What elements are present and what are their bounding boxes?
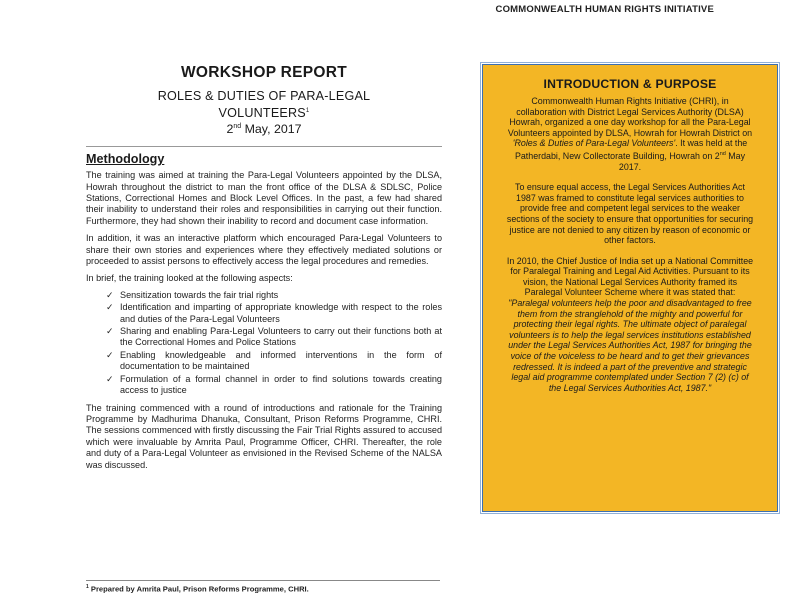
checkmark-icon: ✓	[106, 326, 114, 337]
introduction-heading: INTRODUCTION & PURPOSE	[543, 77, 717, 91]
introduction-paragraph-1	[505, 96, 755, 172]
list-item	[106, 350, 442, 373]
footnote-mark: 1	[86, 584, 89, 590]
introduction-purpose-box	[482, 64, 778, 512]
list-item-text: Sharing and enabling Para-Legal Volunteers to carry out their functions both at the Correctional Homes and Police Stations	[120, 326, 442, 348]
footnote-text: Prepared by Amrita Paul, Prison Reforms Programme, CHRI.	[88, 584, 309, 594]
date-suffix: nd	[233, 123, 242, 131]
checkmark-icon: ✓	[106, 349, 114, 360]
intro-text-c: May 2017.	[618, 150, 746, 172]
methodology-paragraph-4: The training commenced with a round of introductions and rationale for the Training Programme by Madhurima Dhanuka, Consultant, Prison Reforms Programme, CHRI. The sessions commenced with firstly discussing the Fair Trial Rights assured to accused which were invaluable by Amrita Paul, Programme Officer, CHRI. Thereafter, the role and duty of a Para-Legal Volunteer as envisioned in the Revised Scheme of the NALSA was discussed.	[86, 402, 442, 470]
list-item	[106, 302, 442, 325]
report-title: WORKSHOP REPORT	[180, 64, 348, 81]
methodology-paragraph-1: The training was aimed at training the Para-Legal Volunteers appointed by the DLSA, Howrah throughout the district to man the front office of the DLSA & SDLSC, Police Stations, Correctional Homes and Block Level Offices. In the past, a few had shared their inability to understand their roles and responsibilities in carrying out their function. Furthermore, they had shown their inability to record and document case information.	[86, 170, 442, 226]
report-main-column	[86, 64, 442, 471]
list-item-text: Formulation of a formal channel in order to find solutions towards creating access to justice	[120, 373, 442, 396]
list-item-text: Enabling knowledgeable and informed interventions in the form of documentation to be maintained	[120, 349, 442, 372]
checkmark-icon: ✓	[106, 302, 114, 313]
footnote	[86, 580, 440, 594]
organization-header: COMMONWEALTH HUMAN RIGHTS INITIATIVE	[495, 4, 714, 15]
date-rest: May, 2017	[241, 122, 302, 137]
intro-text-a: Commonwealth Human Rights Initiative (CHRI), in collaboration with District Legal Services Authority (DLSA) Howrah, organized a one day workshop for all the Para-Legal Volunteers appointed by DLSA, Howrah for Howrah District on	[507, 96, 753, 138]
methodology-paragraph-2: In addition, it was an interactive platform which encouraged Para-Legal Volunteers to share their own stories and experiences where they effectively mediated solutions or proceeded to assist persons to effectively access the legal procedures and remedies.	[86, 233, 442, 267]
methodology-paragraph-3: In brief, the training looked at the following aspects:	[86, 273, 293, 284]
list-item	[106, 290, 442, 301]
methodology-heading: Methodology	[86, 146, 442, 166]
introduction-paragraph-3: In 2010, the Chief Justice of India set up a National Committee for Paralegal Training and Legal Aid Activities. Pursuant to its vision, the National Legal Services Authority framed its Paralegal Volunteer Scheme where it was stated that:	[506, 255, 754, 298]
intro-workshop-name: 'Roles & Duties of Para-Legal Volunteers'	[512, 138, 676, 149]
footnote-reference: 1	[305, 108, 310, 114]
subtitle-line-2: VOLUNTEERS	[218, 106, 306, 121]
list-item-text: Sensitization towards the fair trial rights	[120, 289, 279, 300]
list-item	[106, 374, 442, 397]
list-item	[106, 326, 442, 349]
report-subtitle	[86, 89, 442, 121]
report-date	[86, 122, 442, 136]
checkmark-icon: ✓	[106, 289, 114, 300]
checkmark-icon: ✓	[106, 373, 114, 384]
subtitle-line-1: ROLES & DUTIES OF PARA-LEGAL	[157, 89, 371, 103]
intro-date-suffix: nd	[719, 150, 726, 157]
date-day: 2	[226, 122, 234, 137]
aspects-list	[86, 290, 442, 397]
introduction-paragraph-2: To ensure equal access, the Legal Services Authorities Act 1987 was framed to constitute legal services authorities to provide free and competent legal services to the weaker sections of the society to ensure that opportunities for securing justice are not denied to any citizen by reason of economic or other factors.	[506, 182, 754, 246]
nalsa-quote: "Paralegal volunteers help the poor and disadvantaged to free them from the stranglehold of the mighty and powerful for protecting their legal rights. The ultimate object of paralegal volunteers is to help the legal services institutions established under the Legal Services Authorities Act, 1987 for bringing the voice of the voiceless to be heard and to get their grievances redressed. It is indeed a part of the preventive and strategic legal aid programme contemplated under Section 7 (2) (c) of the Legal Services Authorities Act, 1987."	[508, 298, 752, 393]
list-item-text: Identification and imparting of appropriate knowledge with respect to the roles and duties of the Para-Legal Volunteers	[120, 302, 442, 324]
intro-text-b: . It was held at the Patherdabi, New Collectorate Building, Howrah on 2	[514, 138, 748, 161]
